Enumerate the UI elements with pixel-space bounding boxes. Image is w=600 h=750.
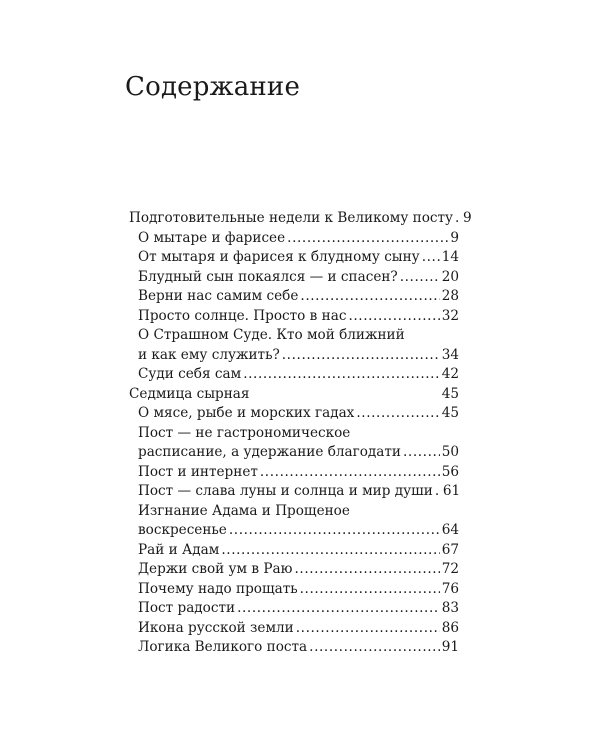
toc-page-number: 45 (441, 385, 459, 402)
toc-entry-title: Держи свой ум в Раю (138, 561, 293, 577)
toc-entry[interactable] (129, 639, 459, 659)
dot-leader (309, 639, 440, 655)
dot-leader (403, 444, 440, 460)
dot-leader (229, 522, 440, 538)
toc-entry-title: Пост радости (138, 600, 236, 616)
toc-page-number: 67 (441, 541, 459, 558)
toc-entry-title: Пост — слава луны и солнца и мир души (138, 483, 433, 499)
toc-page-number: 28 (441, 288, 459, 304)
dot-leader (422, 249, 440, 265)
toc-entry-title: О мытаре и фарисее (138, 229, 286, 246)
toc-entry[interactable] (129, 288, 459, 308)
toc-entry[interactable] (129, 561, 459, 581)
toc-entry[interactable] (129, 249, 459, 269)
dot-leader (287, 230, 448, 246)
dot-leader (455, 210, 461, 226)
toc-page-number: 42 (441, 366, 459, 382)
toc-page-number: 64 (441, 522, 459, 538)
dot-leader (243, 366, 440, 382)
toc-entry[interactable] (129, 327, 459, 347)
toc-entry-title: Верни нас самим себе (138, 288, 299, 304)
toc-entry-title: Просто солнце. Просто в нас (138, 307, 347, 324)
dot-leader (294, 561, 439, 577)
toc-section[interactable] (129, 386, 459, 406)
dot-leader (300, 581, 440, 597)
toc-entry-title: Седмица сырная (129, 385, 250, 402)
toc-page-number: 9 (463, 210, 472, 226)
toc-page-number: 72 (441, 561, 459, 577)
toc-entry-title: Логика Великого поста (138, 639, 308, 655)
dot-leader (282, 347, 440, 363)
table-of-contents (129, 210, 472, 659)
toc-entry[interactable] (129, 444, 459, 464)
toc-entry[interactable] (129, 503, 459, 523)
dot-leader (221, 542, 439, 558)
toc-entry[interactable] (129, 464, 459, 484)
toc-entry[interactable] (129, 522, 459, 542)
toc-entry-title: и как ему служить? (138, 346, 280, 363)
toc-entry[interactable] (129, 600, 459, 620)
toc-page-number: 76 (441, 580, 459, 597)
toc-entry[interactable] (129, 269, 459, 289)
dot-leader (356, 405, 439, 421)
toc-page-number: 83 (441, 600, 459, 616)
toc-page-number: 32 (441, 307, 459, 324)
dot-leader (400, 269, 440, 285)
dot-leader (296, 620, 440, 636)
toc-page-number: 14 (441, 249, 459, 265)
toc-entry[interactable] (129, 425, 459, 445)
page-title: Содержание (125, 72, 301, 102)
toc-entry-title: О Страшном Суде. Кто мой ближний (138, 327, 405, 343)
dot-leader (348, 308, 439, 324)
toc-entry-title: Рай и Адам (138, 541, 220, 558)
toc-entry-title: О мясе, рыбе и морских гадах (138, 405, 355, 421)
toc-page-number: 20 (441, 268, 459, 285)
toc-entry[interactable] (129, 620, 459, 640)
toc-entry[interactable] (129, 366, 459, 386)
dot-leader (435, 483, 441, 499)
toc-entry[interactable] (129, 347, 459, 367)
toc-page-number: 45 (441, 405, 459, 421)
toc-entry[interactable] (129, 581, 459, 601)
toc-page-number: 34 (441, 346, 459, 363)
toc-entry[interactable] (129, 483, 459, 503)
toc-entry-title: Почему надо прощать (138, 580, 298, 597)
dot-leader (237, 600, 440, 616)
toc-page-number: 9 (450, 229, 459, 246)
toc-entry[interactable] (129, 542, 459, 562)
toc-entry-title: расписание, а удержание благодати (138, 444, 401, 460)
toc-page-number: 50 (441, 444, 459, 460)
toc-entry-title: Изгнание Адама и Прощеное (138, 502, 350, 519)
toc-page-number: 56 (441, 463, 459, 480)
toc-entry[interactable] (129, 230, 459, 250)
toc-page-number: 61 (442, 483, 461, 499)
toc-page-number: 86 (441, 619, 459, 636)
toc-entry-title: воскресенье (138, 522, 227, 538)
toc-entry[interactable] (129, 308, 459, 328)
dot-leader (260, 464, 440, 480)
toc-entry-title: От мытаря и фарисея к блудному сыну (138, 249, 420, 265)
toc-section[interactable] (129, 210, 472, 230)
toc-entry[interactable] (129, 405, 459, 425)
toc-page-number: 91 (441, 639, 459, 655)
toc-entry-title: Пост и интернет (138, 463, 258, 480)
toc-entry-title: Икона русской земли (138, 619, 294, 636)
toc-entry-title: Суди себя сам (138, 366, 242, 382)
toc-entry-title: Пост — не гастрономическое (138, 424, 351, 441)
dot-leader (300, 288, 439, 304)
toc-entry-title: Блудный сын покаялся — и спасен? (138, 268, 398, 285)
toc-entry-title: Подготовительные недели к Великому посту (129, 210, 454, 226)
